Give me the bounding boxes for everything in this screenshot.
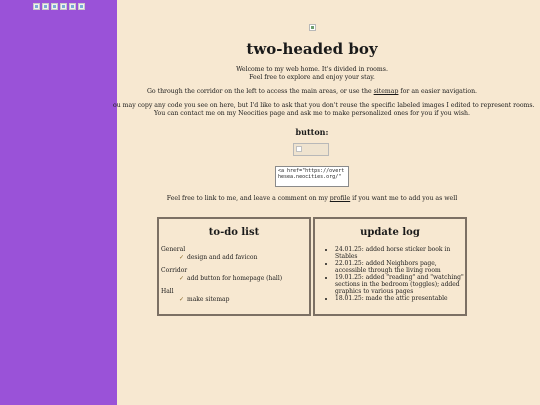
- log-entry: • 19.01.25: added "reading" and "watching" sections in the bedroom (toggles); added graphics to various pages: [335, 274, 465, 295]
- todo-group: [161, 267, 307, 283]
- todo-group: [161, 288, 307, 304]
- log-entry: • 18.01.25: made the attic presentable: [335, 295, 465, 302]
- todo-item-text: design and add favicon: [187, 254, 258, 261]
- header-broken-image-icon: [309, 24, 316, 31]
- todo-item: [161, 275, 307, 283]
- sidebar: [0, 0, 117, 405]
- link-notice: [117, 195, 507, 203]
- broken-image-icon[interactable]: [33, 3, 40, 10]
- log-entry: • 24.01.25: added horse sticker book in Stables: [335, 246, 465, 260]
- broken-image-icon[interactable]: [42, 3, 49, 10]
- contact-notice: You can contact me on my Neocities page and ask me to make personalized ones for you if you wish.: [153, 110, 471, 117]
- copy-notice: ou may copy any code you see on here, but I'd like to ask that you don't reuse the specific labeled images I edited to represent rooms.: [113, 102, 535, 109]
- button-heading: button:: [295, 127, 329, 137]
- todo-list: [159, 246, 309, 304]
- todo-title: to-do list: [208, 227, 260, 238]
- welcome-line-2: Feel free to explore and enjoy your stay.: [249, 74, 375, 81]
- update-log-list: [315, 246, 465, 302]
- todo-group: [161, 246, 307, 262]
- todo-group-name: Corridor: [161, 267, 188, 274]
- welcome-line: Welcome to my web home. It's divided in rooms.: [236, 66, 388, 73]
- todo-panel: [157, 217, 311, 316]
- main-content: [113, 0, 540, 405]
- todo-group-name: General: [161, 246, 186, 253]
- link-notice-after: if you want me to add you as well: [350, 195, 458, 202]
- broken-image-icon[interactable]: [69, 3, 76, 10]
- todo-item: [161, 296, 307, 304]
- broken-image-icon[interactable]: [78, 3, 85, 10]
- update-log-panel: [313, 217, 467, 316]
- update-log-title: update log: [360, 227, 420, 238]
- checkmark-icon: ✓: [179, 296, 185, 303]
- broken-image-icon[interactable]: [60, 3, 67, 10]
- site-button-broken-image-icon[interactable]: [293, 143, 329, 156]
- todo-item-text: add button for homepage (hall): [187, 275, 283, 282]
- link-notice-before: Feel free to link to me, and leave a comment on my: [166, 195, 330, 202]
- log-entry: • 22.01.25: added Neighbors page, accessible through the living room: [335, 260, 465, 274]
- todo-item: [161, 254, 307, 262]
- navigation-hint-after: for an easier navigation.: [398, 88, 478, 95]
- navigation-hint: [117, 88, 507, 96]
- checkmark-icon: ✓: [179, 275, 185, 282]
- button-code-box[interactable]: <a href="https://overthesea.neocities.org/": [275, 166, 349, 187]
- navigation-hint-before: Go through the corridor on the left to access the main areas, or use the: [146, 88, 374, 95]
- nav-icons: [33, 3, 85, 10]
- checkmark-icon: ✓: [179, 254, 185, 261]
- broken-image-icon[interactable]: [51, 3, 58, 10]
- sitemap-link[interactable]: sitemap: [373, 88, 399, 95]
- page-title: two-headed boy: [246, 40, 378, 58]
- todo-item-text: make sitemap: [187, 296, 230, 303]
- todo-group-name: Hall: [161, 288, 174, 295]
- profile-link[interactable]: profile: [329, 195, 351, 202]
